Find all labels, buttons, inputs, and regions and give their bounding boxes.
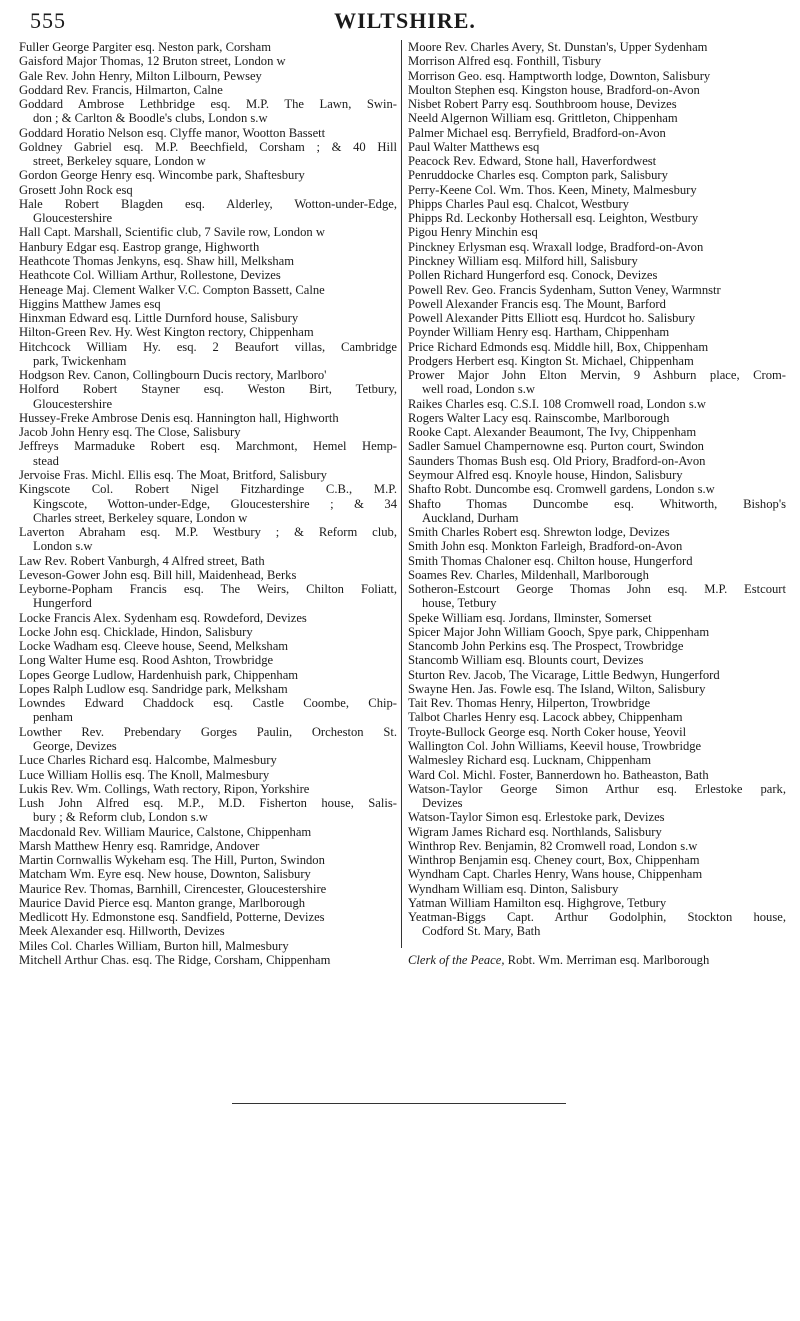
directory-entry [19,611,397,625]
entry-line: Miles Col. Charles William, Burton hill, Malmesbury [19,938,289,953]
directory-entry [408,568,786,582]
directory-entry [408,439,786,453]
directory-entry [408,753,786,767]
directory-entry [408,154,786,168]
entry-line: Jeffreys Marmaduke Robert esq. Marchmont, Hemel Hemp- [19,439,397,454]
entry-line: Kingscote Col. Robert Nigel Fitzhardinge C.B., M.P. [19,482,397,497]
directory-entry [19,482,397,525]
directory-entry [19,425,397,439]
entry-line: bury ; & Reform club, London s.w [33,810,208,825]
entry-line: Watson-Taylor George Simon Arthur esq. Erlestoke park, [408,781,786,796]
entry-line: Luce William Hollis esq. The Knoll, Malmesbury [19,767,270,782]
directory-entry [19,782,397,796]
directory-entry [408,340,786,354]
entry-line: Lopes George Ludlow, Hardenhuish park, Chippenham [19,667,299,682]
directory-entry [408,497,786,526]
entry-line: Auckland, Durham [422,510,519,525]
directory-entry [408,582,786,611]
entry-line: Walmesley Richard esq. Lucknam, Chippenham [408,753,652,768]
directory-entry [408,867,786,881]
directory-entry [19,268,397,282]
entry-line: house, Tetbury [422,596,497,611]
entry-line: Wyndham William esq. Dinton, Salisbury [408,881,619,896]
entry-line: Hitchcock William Hy. esq. 2 Beaufort villas, Cambridge [19,339,397,354]
entry-line: Price Richard Edmonds esq. Middle hill, Box, Chippenham [408,339,709,354]
directory-entry [408,853,786,867]
entry-line: Lopes Ralph Ludlow esq. Sandridge park, Melksham [19,681,288,696]
directory-entry [408,554,786,568]
entry-line: Troyte-Bullock George esq. North Coker house, Yeovil [408,724,687,739]
entry-line: Smith Thomas Chaloner esq. Chilton house, Hungerford [408,553,693,568]
entry-line: Shafto Thomas Duncombe esq. Whitworth, Bishop's [408,496,786,511]
directory-entry [19,568,397,582]
directory-entry [19,582,397,611]
entry-line: Locke Francis Alex. Sydenham esq. Rowdeford, Devizes [19,610,307,625]
entry-line: Prower Major John Elton Mervin, 9 Ashburn place, Crom- [408,368,786,383]
column-divider [401,40,402,948]
directory-entry [408,168,786,182]
entry-line: Lush John Alfred esq. M.P., M.D. Fisherton house, Salis- [19,796,397,811]
entry-line: Higgins Matthew James esq [19,296,161,311]
entry-line: Paul Walter Matthews esq [408,139,540,154]
entry-line: Holford Robert Stayner esq. Weston Birt, Tetbury, [19,382,397,397]
entry-line: Maurice David Pierce esq. Manton grange, Marlborough [19,895,306,910]
entry-line: Wyndham Capt. Charles Henry, Wans house, Chippenham [408,867,703,882]
entry-line: Sotheron-Estcourt George Thomas John esq. M.P. Estcourt [408,582,786,597]
entry-line: penham [33,710,73,725]
entry-line: Macdonald Rev. William Maurice, Calstone, Chippenham [19,824,312,839]
directory-entry [19,468,397,482]
directory-entry [19,254,397,268]
directory-entry [408,254,786,268]
footer-rule [232,1103,566,1104]
directory-entry [19,867,397,881]
entry-line: don ; & Carlton & Boodle's clubs, London s.w [33,111,268,126]
entry-line: Pigou Henry Minchin esq [408,225,538,240]
entry-line: Heathcote Thomas Jenkyns, esq. Shaw hill, Melksham [19,253,295,268]
entry-line: Sturton Rev. Jacob, The Vicarage, Little Bedwyn, Hungerford [408,667,720,682]
entry-line: Lukis Rev. Wm. Collings, Wath rectory, Ripon, Yorkshire [19,781,310,796]
entry-line: Kingscote, Wotton-under-Edge, Gloucestershire ; & 34 [33,496,397,511]
entry-line: Moulton Stephen esq. Kingston house, Bradford-on-Avon [408,82,700,97]
directory-entry [408,653,786,667]
entry-line: Morrison Alfred esq. Fonthill, Tisbury [408,54,602,69]
entry-line: Martin Cornwallis Wykeham esq. The Hill, Purton, Swindon [19,853,325,868]
entry-line: Phipps Charles Paul esq. Chalcot, Westbury [408,196,629,211]
directory-entry [19,825,397,839]
entry-line: Stancomb John Perkins esq. The Prospect, Trowbridge [408,639,684,654]
directory-entry [19,796,397,825]
directory-entry [408,482,786,496]
directory-entry [408,525,786,539]
entry-line: Maurice Rev. Thomas, Barnhill, Cirencester, Gloucestershire [19,881,327,896]
directory-entry [408,83,786,97]
entry-line: Meek Alexander esq. Hillworth, Devizes [19,924,225,939]
entry-line: Hussey-Freke Ambrose Denis esq. Hannington hall, Highworth [19,410,339,425]
directory-entry [408,240,786,254]
entry-line: Codford St. Mary, Bath [422,924,541,939]
entry-line: Spicer Major John William Gooch, Spye park, Chippenham [408,624,710,639]
entry-line: Hall Capt. Marshall, Scientific club, 7 Savile row, London w [19,225,325,240]
entry-line: well road, London s.w [422,382,535,397]
directory-entry [408,539,786,553]
entry-line: Gordon George Henry esq. Wincombe park, Shaftesbury [19,168,305,183]
entry-line: Pinckney Erlysman esq. Wraxall lodge, Bradford-on-Avon [408,239,704,254]
directory-entry [408,896,786,910]
directory-entry [408,40,786,54]
entry-line: Lowndes Edward Chaddock esq. Castle Coombe, Chip- [19,696,397,711]
entry-line: Leveson-Gower John esq. Bill hill, Maidenhead, Berks [19,567,297,582]
entry-line: Law Rev. Robert Vanburgh, 4 Alfred street, Bath [19,553,265,568]
directory-entry [408,69,786,83]
entry-line: Neeld Algernon William esq. Grittleton, Chippenham [408,111,678,126]
entry-line: Swayne Hen. Jas. Fowle esq. The Island, Wilton, Salisbury [408,681,706,696]
directory-entry [408,183,786,197]
entry-line: Hanbury Edgar esq. Eastrop grange, Highworth [19,239,260,254]
directory-entry [19,896,397,910]
directory-entry [408,710,786,724]
page-number: 555 [30,8,66,33]
directory-entry [408,54,786,68]
directory-entry [19,653,397,667]
entry-line: Morrison Geo. esq. Hamptworth lodge, Downton, Salisbury [408,68,711,83]
directory-entry [408,810,786,824]
entry-line: Smith John esq. Monkton Farleigh, Bradford-on-Avon [408,539,683,554]
directory-entry [19,839,397,853]
directory-entry [408,625,786,639]
directory-entry [408,311,786,325]
entry-line: Ward Col. Michl. Foster, Bannerdown ho. Batheaston, Bath [408,767,709,782]
directory-entry [408,397,786,411]
entry-line: Laverton Abraham esq. M.P. Westbury ; & Reform club, [19,525,397,540]
directory-entry [19,54,397,68]
entry-line: Hilton-Green Rev. Hy. West Kington rectory, Chippenham [19,325,314,340]
entry-line: Grosett John Rock esq [19,182,133,197]
directory-entry [408,111,786,125]
directory-entry [408,197,786,211]
directory-entry [19,40,397,54]
entry-line: stead [33,453,59,468]
directory-entry [408,739,786,753]
directory-entry [19,311,397,325]
directory-entry [19,126,397,140]
directory-entry [408,782,786,811]
directory-entry [19,639,397,653]
directory-entry [408,910,786,939]
directory-entry [19,240,397,254]
directory-entry [19,168,397,182]
entry-line: Luce Charles Richard esq. Halcombe, Malmesbury [19,753,277,768]
entry-line: Wallington Col. John Williams, Keevil house, Trowbridge [408,739,702,754]
directory-entry [19,382,397,411]
directory-entry [19,439,397,468]
spacer [408,939,786,953]
entry-line: Powell Rev. Geo. Francis Sydenham, Sutton Veney, Warmnstr [408,282,721,297]
page-title: WILTSHIRE. [334,8,476,33]
left-column [19,40,397,967]
directory-entry [408,725,786,739]
entry-line: Gaisford Major Thomas, 12 Bruton street, London w [19,54,286,69]
directory-entry [19,140,397,169]
entry-line: Winthrop Rev. Benjamin, 82 Cromwell road, London s.w [408,838,698,853]
entry-line: Speke William esq. Jordans, Ilminster, Somerset [408,610,652,625]
entry-line: Palmer Michael esq. Berryfield, Bradford-on-Avon [408,125,666,140]
directory-entry [19,525,397,554]
entry-line: Fuller George Pargiter esq. Neston park, Corsham [19,40,272,54]
directory-entry [19,325,397,339]
entry-line: Hodgson Rev. Canon, Collingbourn Ducis rectory, Marlboro' [19,368,327,383]
entry-line: Yeatman-Biggs Capt. Arthur Godolphin, Stockton house, [408,910,786,925]
directory-entry [19,924,397,938]
directory-entry [408,297,786,311]
entry-line: Goddard Ambrose Lethbridge esq. M.P. The Lawn, Swin- [19,97,397,112]
directory-entry [19,953,397,967]
entry-line: Locke John esq. Chicklade, Hindon, Salisbury [19,624,253,639]
entry-line: Pollen Richard Hungerford esq. Conock, Devizes [408,268,658,283]
directory-entry [19,297,397,311]
entry-line: Jacob John Henry esq. The Close, Salisbury [19,425,241,440]
directory-entry [19,554,397,568]
entry-line: Prodgers Herbert esq. Kington St. Michael, Chippenham [408,353,694,368]
directory-entry [19,768,397,782]
entry-line: Mitchell Arthur Chas. esq. The Ridge, Corsham, Chippenham [19,953,331,967]
directory-entry [19,725,397,754]
entry-line: Heathcote Col. William Arthur, Rollestone, Devizes [19,268,281,283]
entry-line: Hale Robert Blagden esq. Alderley, Wotton-under-Edge, [19,196,397,211]
entry-line: Soames Rev. Charles, Mildenhall, Marlborough [408,567,649,582]
entry-line: Perry-Keene Col. Wm. Thos. Keen, Minety, Malmesbury [408,182,697,197]
entry-line: Goddard Rev. Francis, Hilmarton, Calne [19,82,223,97]
entry-line: Winthrop Benjamin esq. Cheney court, Box, Chippenham [408,853,700,868]
directory-entry [408,354,786,368]
directory-entry [408,425,786,439]
entry-line: Long Walter Hume esq. Rood Ashton, Trowbridge [19,653,274,668]
entry-line: Leyborne-Popham Francis esq. The Weirs, Chilton Foliatt, [19,582,397,597]
entry-line: Lowther Rev. Prebendary Gorges Paulin, Orcheston St. [19,724,397,739]
entry-line: Moore Rev. Charles Avery, St. Dunstan's, Upper Sydenham [408,40,708,54]
directory-entry [408,325,786,339]
entry-line: Shafto Robt. Duncombe esq. Cromwell gardens, London s.w [408,482,715,497]
directory-entry [408,454,786,468]
entry-line: park, Twickenham [33,353,127,368]
entry-line: Seymour Alfred esq. Knoyle house, Hindon, Salisbury [408,467,683,482]
directory-entry [19,97,397,126]
directory-entry [19,411,397,425]
directory-entry [408,97,786,111]
entry-line: Powell Alexander Francis esq. The Mount, Barford [408,296,666,311]
directory-entry [408,682,786,696]
directory-entry [19,853,397,867]
directory-entry [19,197,397,226]
entry-line: Yatman William Hamilton esq. Highgrove, Tetbury [408,895,667,910]
entry-line: Charles street, Berkeley square, London w [33,510,248,525]
directory-entry [408,368,786,397]
directory-entry [19,696,397,725]
entry-line: Poynder William Henry esq. Hartham, Chippenham [408,325,670,340]
entry-line: Wigram James Richard esq. Northlands, Salisbury [408,824,662,839]
entry-line: Pinckney William esq. Milford hill, Salisbury [408,253,638,268]
clerk-name: Robt. Wm. Merriman esq. Marlborough [504,952,710,967]
directory-entry [19,625,397,639]
directory-entry [408,768,786,782]
directory-entry [19,340,397,369]
directory-entry [408,839,786,853]
directory-entry [408,411,786,425]
entry-line: London s.w [33,539,93,554]
entry-line: Gloucestershire [33,396,113,411]
entry-line: Hinxman Edward esq. Little Durnford house, Salisbury [19,311,299,326]
directory-entry [408,211,786,225]
entry-line: Smith Charles Robert esq. Shrewton lodge, Devizes [408,525,670,540]
directory-entry [19,368,397,382]
entry-line: Peacock Rev. Edward, Stone hall, Haverfordwest [408,154,657,169]
entry-line: George, Devizes [33,739,117,754]
entry-line: Raikes Charles esq. C.S.I. 108 Cromwell road, London s.w [408,396,707,411]
directory-entry [408,126,786,140]
entry-line: Penruddocke Charles esq. Compton park, Salisbury [408,168,668,183]
directory-entry [19,283,397,297]
directory-entry [19,939,397,953]
directory-entry [408,611,786,625]
directory-entry [408,882,786,896]
directory-entry [408,696,786,710]
entry-line: Saunders Thomas Bush esq. Old Priory, Bradford-on-Avon [408,453,706,468]
clerk-title: Clerk of the Peace, [408,952,505,967]
entry-line: Locke Wadham esq. Cleeve house, Seend, Melksham [19,639,289,654]
right-column [408,40,786,967]
directory-entry [408,140,786,154]
directory-entry [408,225,786,239]
entry-line: Tait Rev. Thomas Henry, Hilperton, Trowbridge [408,696,651,711]
entry-line: Stancomb William esq. Blounts court, Devizes [408,653,644,668]
entry-line: Heneage Maj. Clement Walker V.C. Compton Bassett, Calne [19,282,325,297]
entry-line: Goldney Gabriel esq. M.P. Beechfield, Corsham ; & 40 Hill [19,139,397,154]
entry-line: street, Berkeley square, London w [33,154,206,169]
entry-line: Hungerford [33,596,92,611]
directory-entry [19,225,397,239]
directory-entry [19,910,397,924]
entry-line: Goddard Horatio Nelson esq. Clyffe manor, Wootton Bassett [19,125,326,140]
entry-line: Jervoise Fras. Michl. Ellis esq. The Moat, Britford, Salisbury [19,467,327,482]
entry-line: Nisbet Robert Parry esq. Southbroom house, Devizes [408,97,677,112]
entry-line: Sadler Samuel Champernowne esq. Purton court, Swindon [408,439,704,454]
directory-entry [19,83,397,97]
directory-entry [408,283,786,297]
entry-line: Medlicott Hy. Edmonstone esq. Sandfield, Potterne, Devizes [19,910,325,925]
entry-line: Gale Rev. John Henry, Milton Lilbourn, Pewsey [19,68,262,83]
entry-line: Rooke Capt. Alexander Beaumont, The Ivy, Chippenham [408,425,697,440]
clerk-of-the-peace [408,953,786,967]
directory-entry [19,753,397,767]
directory-entry [408,639,786,653]
entry-line: Talbot Charles Henry esq. Lacock abbey, Chippenham [408,710,683,725]
entry-line: Watson-Taylor Simon esq. Erlestoke park, Devizes [408,810,665,825]
directory-entry [19,69,397,83]
directory-entry [408,825,786,839]
entry-line: Phipps Rd. Leckonby Hothersall esq. Leighton, Westbury [408,211,699,226]
directory-entry [408,468,786,482]
entry-line: Devizes [422,796,463,811]
entry-line: Marsh Matthew Henry esq. Ramridge, Andover [19,838,260,853]
entry-line: Gloucestershire [33,211,113,226]
directory-entry [19,183,397,197]
entry-line: Matcham Wm. Eyre esq. New house, Downton, Salisbury [19,867,311,882]
directory-entry [408,268,786,282]
directory-entry [19,882,397,896]
entry-line: Powell Alexander Pitts Elliott esq. Hurdcot ho. Salisbury [408,311,696,326]
directory-entry [19,682,397,696]
entry-line: Rogers Walter Lacy esq. Rainscombe, Marlborough [408,410,670,425]
directory-entry [19,668,397,682]
directory-entry [408,668,786,682]
